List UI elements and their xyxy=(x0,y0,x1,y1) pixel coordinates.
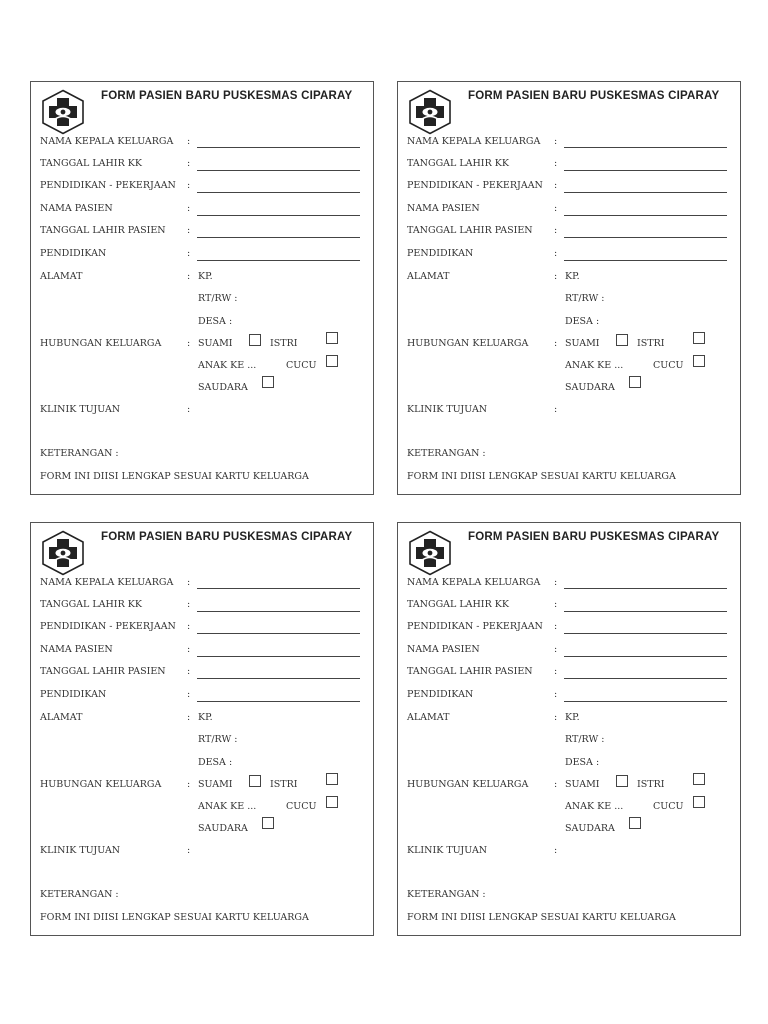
footer-note: FORM INI DIISI LENGKAP SESUAI KARTU KELUARGA xyxy=(407,912,676,923)
label-klinik-tujuan: KLINIK TUJUAN xyxy=(407,845,488,856)
option-istri-label: ISTRI xyxy=(637,779,665,790)
nama-kepala-keluarga-field[interactable] xyxy=(197,147,360,148)
form-title: FORM PASIEN BARU PUSKESMAS CIPARAY xyxy=(468,531,720,543)
option-saudara-label: SAUDARA xyxy=(198,382,248,393)
tanggal-lahir-kk-field[interactable] xyxy=(197,170,360,171)
keterangan-label: KETERANGAN : xyxy=(40,889,119,900)
option-cucu-label: CUCU xyxy=(653,801,684,812)
alamat-kp: KP. xyxy=(565,271,580,282)
label-pendidikan-pekerjaan: PENDIDIKAN - PEKERJAAN xyxy=(40,621,176,632)
label-hubungan-keluarga: HUBUNGAN KELUARGA xyxy=(40,338,162,349)
option-anak-label: ANAK KE ... xyxy=(198,360,257,371)
saudara-checkbox[interactable] xyxy=(629,376,641,388)
suami-checkbox[interactable] xyxy=(616,775,628,787)
istri-checkbox[interactable] xyxy=(693,773,705,785)
label-nama-pasien: NAMA PASIEN xyxy=(40,644,113,655)
label-pendidikan-pekerjaan: PENDIDIKAN - PEKERJAAN xyxy=(407,180,543,191)
label-nama-pasien: NAMA PASIEN xyxy=(40,203,113,214)
label-klinik-tujuan: KLINIK TUJUAN xyxy=(40,845,121,856)
puskesmas-logo-icon xyxy=(407,530,453,576)
keterangan-label: KETERANGAN : xyxy=(407,448,486,459)
label-tanggal-lahir-pasien: TANGGAL LAHIR PASIEN xyxy=(40,225,166,236)
cucu-checkbox[interactable] xyxy=(326,796,338,808)
suami-checkbox[interactable] xyxy=(616,334,628,346)
cucu-checkbox[interactable] xyxy=(693,355,705,367)
colon: : xyxy=(554,666,558,677)
keterangan-label: KETERANGAN : xyxy=(40,448,119,459)
istri-checkbox[interactable] xyxy=(326,332,338,344)
form-title: FORM PASIEN BARU PUSKESMAS CIPARAY xyxy=(468,90,720,102)
label-tanggal-lahir-kk: TANGGAL LAHIR KK xyxy=(40,158,142,169)
colon: : xyxy=(554,180,558,191)
colon: : xyxy=(187,712,191,723)
saudara-checkbox[interactable] xyxy=(262,817,274,829)
saudara-checkbox[interactable] xyxy=(629,817,641,829)
option-anak-label: ANAK KE ... xyxy=(565,801,624,812)
alamat-rt-rw: RT/RW : xyxy=(198,293,238,304)
colon: : xyxy=(187,621,191,632)
label-tanggal-lahir-pasien: TANGGAL LAHIR PASIEN xyxy=(40,666,166,677)
colon: : xyxy=(187,338,191,349)
colon: : xyxy=(554,779,558,790)
option-cucu-label: CUCU xyxy=(653,360,684,371)
cucu-checkbox[interactable] xyxy=(693,796,705,808)
label-pendidikan-pekerjaan: PENDIDIKAN - PEKERJAAN xyxy=(407,621,543,632)
colon: : xyxy=(187,666,191,677)
form-card-bottom-right xyxy=(397,522,741,936)
colon: : xyxy=(554,644,558,655)
alamat-kp: KP. xyxy=(198,271,213,282)
label-hubungan-keluarga: HUBUNGAN KELUARGA xyxy=(40,779,162,790)
pendidikan-pekerjaan-field[interactable] xyxy=(564,633,727,634)
nama-kepala-keluarga-field[interactable] xyxy=(564,588,727,589)
colon: : xyxy=(554,338,558,349)
nama-kepala-keluarga-field[interactable] xyxy=(564,147,727,148)
option-suami-label: SUAMI xyxy=(565,338,600,349)
tanggal-lahir-pasien-field[interactable] xyxy=(564,237,727,238)
form-card-bottom-left xyxy=(30,522,374,936)
label-pendidikan: PENDIDIKAN xyxy=(407,689,474,700)
colon: : xyxy=(187,248,191,259)
nama-pasien-field[interactable] xyxy=(197,215,360,216)
istri-checkbox[interactable] xyxy=(326,773,338,785)
form-title: FORM PASIEN BARU PUSKESMAS CIPARAY xyxy=(101,90,353,102)
colon: : xyxy=(554,158,558,169)
option-suami-label: SUAMI xyxy=(565,779,600,790)
label-alamat: ALAMAT xyxy=(407,271,450,282)
label-alamat: ALAMAT xyxy=(407,712,450,723)
option-suami-label: SUAMI xyxy=(198,779,233,790)
alamat-kp: KP. xyxy=(198,712,213,723)
alamat-rt-rw: RT/RW : xyxy=(565,734,605,745)
tanggal-lahir-pasien-field[interactable] xyxy=(197,237,360,238)
option-saudara-label: SAUDARA xyxy=(565,823,615,834)
label-klinik-tujuan: KLINIK TUJUAN xyxy=(40,404,121,415)
pendidikan-field[interactable] xyxy=(564,260,727,261)
colon: : xyxy=(554,845,558,856)
puskesmas-logo-icon xyxy=(407,89,453,135)
footer-note: FORM INI DIISI LENGKAP SESUAI KARTU KELUARGA xyxy=(40,912,309,923)
label-nama-pasien: NAMA PASIEN xyxy=(407,644,480,655)
keterangan-label: KETERANGAN : xyxy=(407,889,486,900)
nama-pasien-field[interactable] xyxy=(564,656,727,657)
label-alamat: ALAMAT xyxy=(40,712,83,723)
colon: : xyxy=(187,158,191,169)
option-anak-label: ANAK KE ... xyxy=(198,801,257,812)
label-nama-pasien: NAMA PASIEN xyxy=(407,203,480,214)
tanggal-lahir-pasien-field[interactable] xyxy=(564,678,727,679)
option-anak-label: ANAK KE ... xyxy=(565,360,624,371)
nama-pasien-field[interactable] xyxy=(564,215,727,216)
tanggal-lahir-pasien-field[interactable] xyxy=(197,678,360,679)
pendidikan-field[interactable] xyxy=(197,701,360,702)
colon: : xyxy=(187,845,191,856)
puskesmas-logo-icon xyxy=(40,89,86,135)
istri-checkbox[interactable] xyxy=(693,332,705,344)
label-pendidikan-pekerjaan: PENDIDIKAN - PEKERJAAN xyxy=(40,180,176,191)
option-istri-label: ISTRI xyxy=(270,779,298,790)
colon: : xyxy=(554,225,558,236)
puskesmas-logo-icon xyxy=(40,530,86,576)
option-istri-label: ISTRI xyxy=(637,338,665,349)
label-pendidikan: PENDIDIKAN xyxy=(407,248,474,259)
colon: : xyxy=(187,577,191,588)
alamat-rt-rw: RT/RW : xyxy=(198,734,238,745)
colon: : xyxy=(187,404,191,415)
colon: : xyxy=(187,644,191,655)
pendidikan-field[interactable] xyxy=(197,260,360,261)
label-nama-kepala-keluarga: NAMA KEPALA KELUARGA xyxy=(40,136,174,147)
pendidikan-pekerjaan-field[interactable] xyxy=(197,192,360,193)
option-saudara-label: SAUDARA xyxy=(198,823,248,834)
alamat-desa: DESA : xyxy=(565,316,600,327)
colon: : xyxy=(187,689,191,700)
tanggal-lahir-kk-field[interactable] xyxy=(564,611,727,612)
pendidikan-pekerjaan-field[interactable] xyxy=(197,633,360,634)
colon: : xyxy=(554,271,558,282)
option-cucu-label: CUCU xyxy=(286,360,317,371)
colon: : xyxy=(554,248,558,259)
label-pendidikan: PENDIDIKAN xyxy=(40,689,107,700)
option-istri-label: ISTRI xyxy=(270,338,298,349)
option-suami-label: SUAMI xyxy=(198,338,233,349)
label-hubungan-keluarga: HUBUNGAN KELUARGA xyxy=(407,779,529,790)
colon: : xyxy=(187,180,191,191)
label-alamat: ALAMAT xyxy=(40,271,83,282)
colon: : xyxy=(554,404,558,415)
colon: : xyxy=(554,577,558,588)
pendidikan-pekerjaan-field[interactable] xyxy=(564,192,727,193)
label-tanggal-lahir-kk: TANGGAL LAHIR KK xyxy=(40,599,142,610)
alamat-rt-rw: RT/RW : xyxy=(565,293,605,304)
label-hubungan-keluarga: HUBUNGAN KELUARGA xyxy=(407,338,529,349)
cucu-checkbox[interactable] xyxy=(326,355,338,367)
form-card-top-left xyxy=(30,81,374,495)
label-tanggal-lahir-kk: TANGGAL LAHIR KK xyxy=(407,158,509,169)
label-nama-kepala-keluarga: NAMA KEPALA KELUARGA xyxy=(407,577,541,588)
label-tanggal-lahir-kk: TANGGAL LAHIR KK xyxy=(407,599,509,610)
alamat-desa: DESA : xyxy=(198,757,233,768)
colon: : xyxy=(554,689,558,700)
colon: : xyxy=(187,271,191,282)
footer-note: FORM INI DIISI LENGKAP SESUAI KARTU KELUARGA xyxy=(40,471,309,482)
colon: : xyxy=(554,136,558,147)
colon: : xyxy=(187,225,191,236)
form-card-top-right xyxy=(397,81,741,495)
label-nama-kepala-keluarga: NAMA KEPALA KELUARGA xyxy=(407,136,541,147)
colon: : xyxy=(554,599,558,610)
colon: : xyxy=(187,136,191,147)
nama-pasien-field[interactable] xyxy=(197,656,360,657)
alamat-kp: KP. xyxy=(565,712,580,723)
colon: : xyxy=(554,712,558,723)
option-saudara-label: SAUDARA xyxy=(565,382,615,393)
label-klinik-tujuan: KLINIK TUJUAN xyxy=(407,404,488,415)
footer-note: FORM INI DIISI LENGKAP SESUAI KARTU KELUARGA xyxy=(407,471,676,482)
tanggal-lahir-kk-field[interactable] xyxy=(564,170,727,171)
colon: : xyxy=(187,599,191,610)
suami-checkbox[interactable] xyxy=(249,334,261,346)
label-pendidikan: PENDIDIKAN xyxy=(40,248,107,259)
alamat-desa: DESA : xyxy=(198,316,233,327)
saudara-checkbox[interactable] xyxy=(262,376,274,388)
colon: : xyxy=(554,203,558,214)
option-cucu-label: CUCU xyxy=(286,801,317,812)
nama-kepala-keluarga-field[interactable] xyxy=(197,588,360,589)
label-nama-kepala-keluarga: NAMA KEPALA KELUARGA xyxy=(40,577,174,588)
colon: : xyxy=(554,621,558,632)
label-tanggal-lahir-pasien: TANGGAL LAHIR PASIEN xyxy=(407,666,533,677)
label-tanggal-lahir-pasien: TANGGAL LAHIR PASIEN xyxy=(407,225,533,236)
form-title: FORM PASIEN BARU PUSKESMAS CIPARAY xyxy=(101,531,353,543)
alamat-desa: DESA : xyxy=(565,757,600,768)
colon: : xyxy=(187,779,191,790)
suami-checkbox[interactable] xyxy=(249,775,261,787)
pendidikan-field[interactable] xyxy=(564,701,727,702)
tanggal-lahir-kk-field[interactable] xyxy=(197,611,360,612)
colon: : xyxy=(187,203,191,214)
